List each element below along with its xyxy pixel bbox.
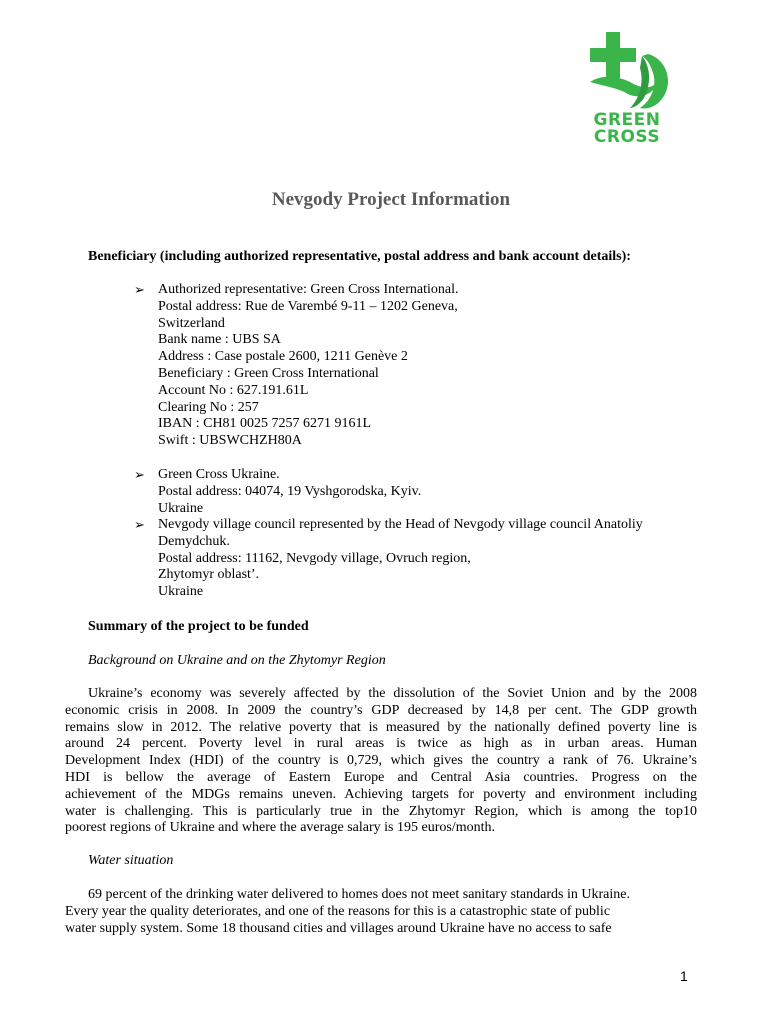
arrow-bullet-icon: ➢ <box>134 467 145 482</box>
beneficiary-line: Postal address: 11162, Nevgody village, Ovruch region, <box>158 550 471 566</box>
beneficiary-block-council <box>158 517 643 601</box>
paragraph-line: around 24 percent. Poverty level in rural areas is twice as high as in urban areas. Human <box>65 736 697 752</box>
paragraph-line: economic crisis in 2008. In 2009 the country’s GDP decreased by 14,8 per cent. The GDP growth <box>65 702 697 718</box>
beneficiary-line: Clearing No : 257 <box>158 399 259 415</box>
paragraph-line: remains slow in 2012. The relative poverty that is measured by the nationally defined poverty line is <box>65 719 697 735</box>
background-paragraph <box>65 686 697 837</box>
logo-text-cross: CROSS <box>593 127 661 147</box>
paragraph-line: poorest regions of Ukraine and where the average salary is 195 euros/month. <box>65 820 495 836</box>
beneficiary-line: Nevgody village council represented by the Head of Nevgody village council Anatoliy <box>158 517 643 532</box>
page-number: 1 <box>680 968 688 984</box>
paragraph-line: achievement of the MDGs remains uneven. Achieving targets for poverty and environment including <box>65 786 697 802</box>
paragraph-line: 69 percent of the drinking water delivered to homes does not meet sanitary standards in Ukraine. <box>88 887 630 902</box>
beneficiary-line: Ukraine <box>158 500 204 516</box>
page-title: Nevgody Project Information <box>271 189 511 210</box>
beneficiary-line: Beneficiary : Green Cross International <box>158 365 379 381</box>
beneficiary-line: Demydchuk. <box>158 533 230 549</box>
beneficiary-line: Ukraine <box>158 584 204 600</box>
water-paragraph <box>65 887 697 937</box>
beneficiary-block-gci <box>158 282 459 450</box>
beneficiary-line: Swift : UBSWCHZH80A <box>158 433 302 449</box>
beneficiary-line: Green Cross Ukraine. <box>158 467 280 482</box>
green-cross-logo <box>584 32 670 147</box>
beneficiary-block-gcu <box>158 467 421 517</box>
arrow-bullet-icon: ➢ <box>134 517 145 532</box>
paragraph-line: Development Index (HDI) of the country is 0,729, which gives the country a rank of 76. Ukraine’s <box>65 753 697 769</box>
beneficiary-line: Address : Case postale 2600, 1211 Genève 2 <box>158 349 408 365</box>
water-heading: Water situation <box>88 853 174 868</box>
background-heading: Background on Ukraine and on the Zhytomyr Region <box>88 653 386 668</box>
beneficiary-heading: Beneficiary (including authorized representative, postal address and bank account details): <box>88 249 631 264</box>
green-cross-emblem-icon <box>584 32 670 112</box>
paragraph-line: HDI is bellow the average of Eastern Europe and Central Asia countries. Progress on the <box>65 769 697 785</box>
arrow-bullet-icon: ➢ <box>134 282 145 297</box>
beneficiary-line: Authorized representative: Green Cross International. <box>158 282 459 297</box>
beneficiary-line: Postal address: 04074, 19 Vyshgorodska, Kyiv. <box>158 483 422 499</box>
summary-heading: Summary of the project to be funded <box>88 619 309 634</box>
beneficiary-line: IBAN : CH81 0025 7257 6271 9161L <box>158 416 372 432</box>
logo-text-green: GREEN <box>593 110 661 130</box>
paragraph-line: water is challenging. This is particularly true in the Zhytomyr Region, which is among the top10 <box>65 803 697 819</box>
beneficiary-line: Account No : 627.191.61L <box>158 382 309 398</box>
paragraph-line: Ukraine’s economy was severely affected by the dissolution of the Soviet Union and by the 2008 <box>88 686 697 701</box>
beneficiary-line: Zhytomyr oblast’. <box>158 567 260 583</box>
beneficiary-line: Switzerland <box>158 315 225 331</box>
paragraph-line: water supply system. Some 18 thousand cities and villages around Ukraine have no access to safe <box>65 920 612 936</box>
paragraph-line: Every year the quality deteriorates, and one of the reasons for this is a catastrophic state of public <box>65 903 611 919</box>
beneficiary-line: Bank name : UBS SA <box>158 332 281 348</box>
beneficiary-line: Postal address: Rue de Varembé 9-11 – 1202 Geneva, <box>158 298 458 314</box>
